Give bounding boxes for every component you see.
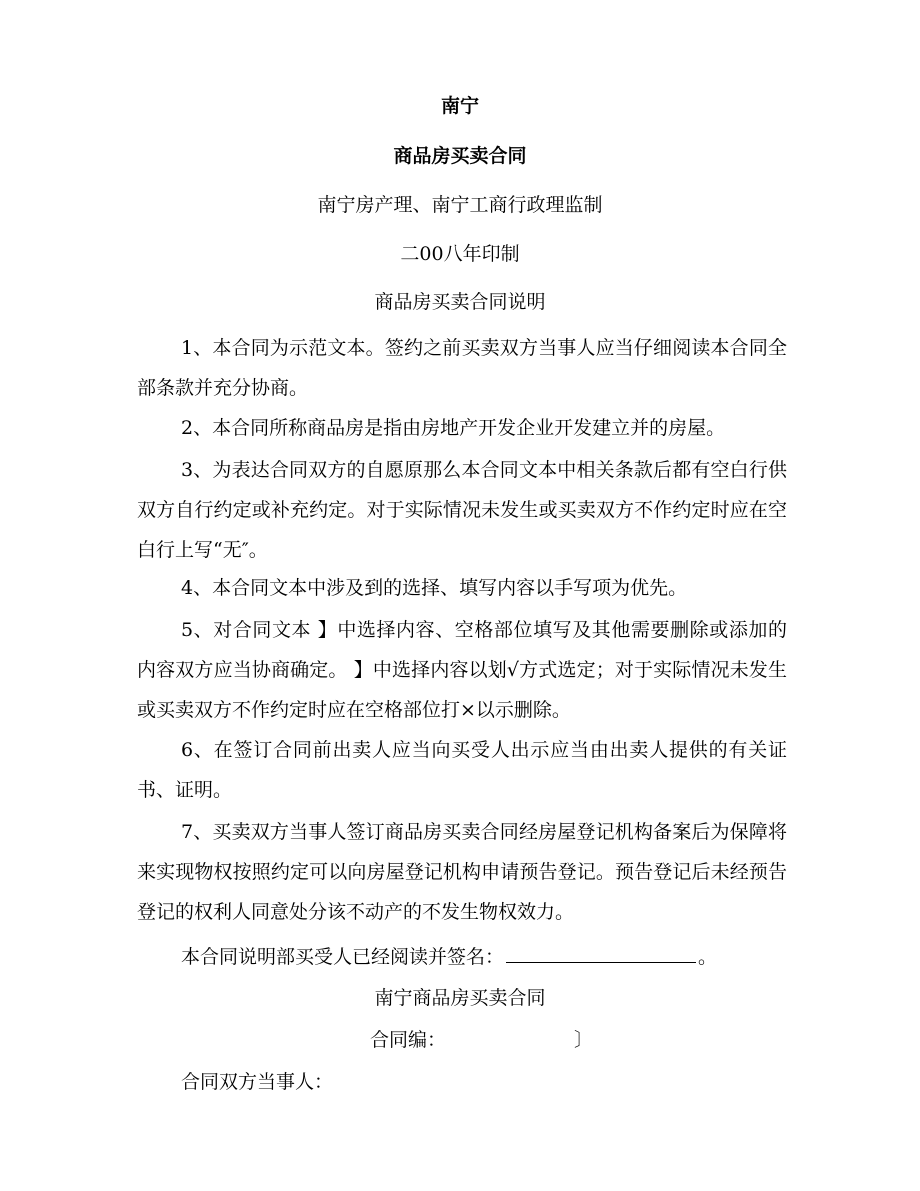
- explanation-item-6: 6、在签订合同前出卖人应当向买受人出示应当由出卖人提供的有关证书、证明。: [137, 739, 787, 801]
- explanation-item-5: 5、对合同文本 】中选择内容、空格部位填写及其他需要删除或添加的内容双方应当协商确定。 】中选择内容以划√方式选定；对于实际情况未发生或买卖双方不作约定时应在空格部位打×以示删除。: [137, 619, 787, 721]
- explanation-item-2: 2、本合同所称商品房是指由房地产开发企业开发建立并的房屋。: [181, 417, 726, 439]
- contract-number-end: 〕: [574, 1029, 594, 1051]
- explanation-item-4: 4、本合同文本中涉及到的选择、填写内容以手写项为优先。: [181, 577, 688, 599]
- acknowledgement-line: [181, 944, 717, 969]
- explanation-item-7: 7、买卖双方当事人签订商品房买卖合同经房屋登记机构备案后为保障将来实现物权按照约定可以向房屋登记机构申请预告登记。预告登记后未经预告登记的权利人同意处分该不动产的不发生物权效力。: [137, 821, 787, 923]
- acknowledgement-end: 。: [698, 946, 718, 968]
- print-year: 二00八年印制: [400, 243, 520, 265]
- explanation-item-3: 3、为表达合同双方的自愿原那么本合同文本中相关条款后都有空白行供双方自行约定或补充约定。对于实际情况未发生或买卖双方不作约定时应在空白行上写“无″。: [137, 459, 787, 561]
- contract-number-line: [370, 1028, 593, 1052]
- signature-blank[interactable]: [506, 944, 696, 963]
- document-title: 商品房买卖合同: [393, 145, 527, 167]
- contract-title: 南宁商品房买卖合同: [374, 987, 546, 1009]
- supervisors-line: 南宁房产理、南宁工商行政理监制: [317, 194, 603, 216]
- contract-number-label: 合同编：: [370, 1029, 447, 1051]
- acknowledgement-label: 本合同说明部买受人已经阅读并签名：: [181, 946, 505, 968]
- header-city: 南宁: [440, 95, 479, 117]
- parties-label: 合同双方当事人：: [181, 1071, 334, 1093]
- explanation-item-1: 1、本合同为示范文本。签约之前买卖双方当事人应当仔细阅读本合同全部条款并充分协商。: [137, 337, 787, 399]
- explanation-heading: 商品房买卖合同说明: [374, 291, 546, 313]
